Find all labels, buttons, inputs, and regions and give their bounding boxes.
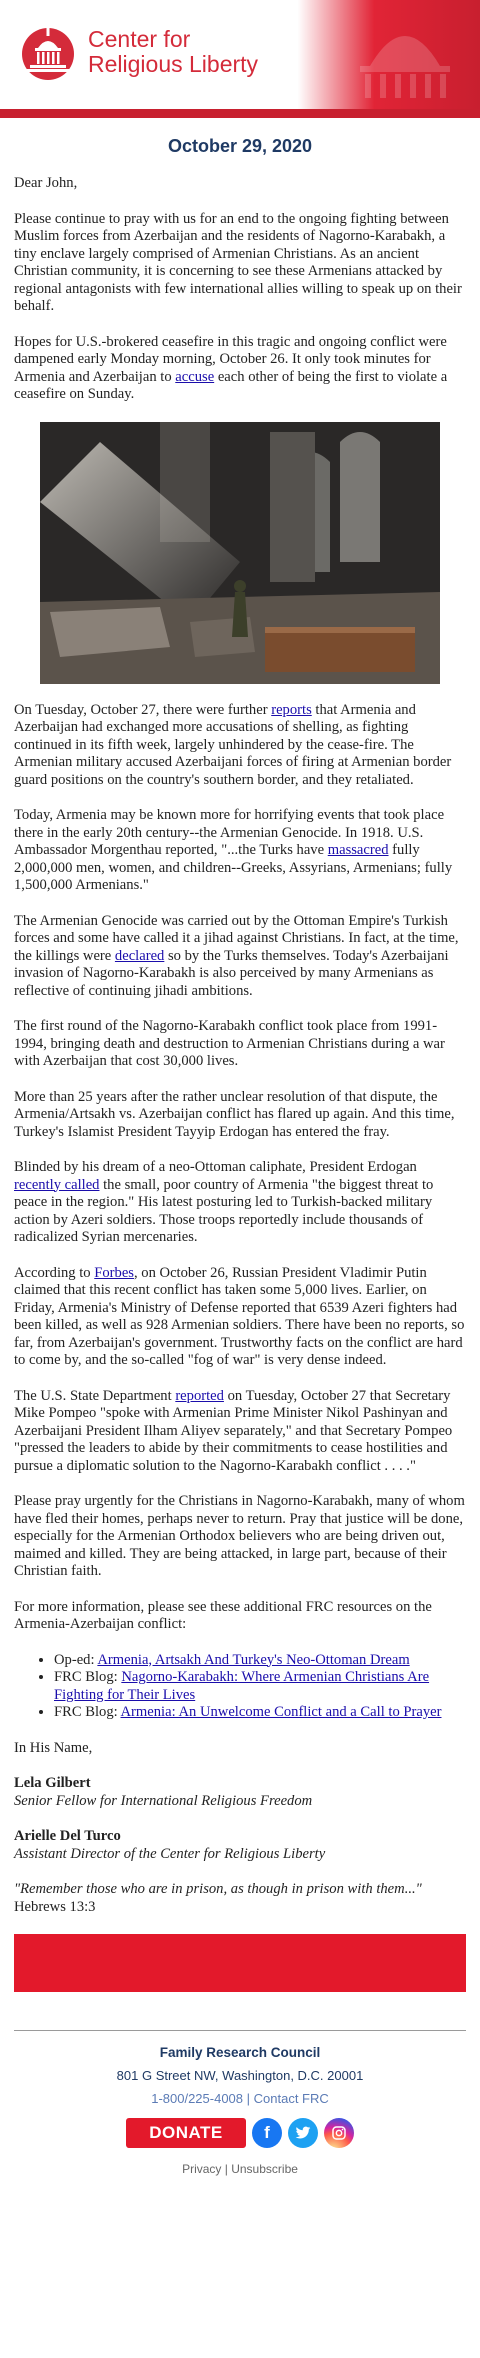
signature-2 bbox=[14, 1828, 466, 1863]
email-header bbox=[0, 0, 480, 118]
signer-title: Senior Fellow for International Religious Freedom bbox=[14, 1792, 313, 1809]
capitol-watermark-icon bbox=[340, 6, 470, 106]
resource-link-blog-2[interactable]: Armenia: An Unwelcome Conflict and a Call to Prayer bbox=[120, 1704, 442, 1720]
footer-links: Privacy | Unsubscribe bbox=[182, 2162, 298, 2176]
declared-link[interactable]: declared bbox=[114, 947, 165, 964]
verse-quote: "Remember those who are in prison, as though in prison with them..." bbox=[14, 1881, 422, 1897]
paragraph-3: On Tuesday, October 27, there were further reports that Armenia and Azerbaijan had exchanged more accusations of shelling, as fighting continued in its fifth week, largely unhindered by the cease-fire. The Armenian military accused Azerbaijani forces of firing at Armenian border guard positions on the country's southern border, and they retaliated. bbox=[14, 701, 452, 788]
paragraph-4: Today, Armenia may be known more for horrifying events that took place there in the early 20th century--the Armenian Genocide. In 1918. U.S. Ambassador Morgenthau reported, "...the Turks have massacred fully 2,000,000 men, women, and children--Greeks, Assyrians, Armenians; fully 1,500,000 Armenians." bbox=[14, 807, 453, 893]
list-item: • FRC Blog: Nagorno-Karabakh: Where Armenian Christians Are Fighting for Their Lives bbox=[54, 1669, 466, 1704]
email-body bbox=[0, 175, 480, 1916]
resource-link-blog-1[interactable]: Nagorno-Karabakh: Where Armenian Christians Are Fighting for Their Lives bbox=[54, 1669, 430, 1703]
signer-name: Arielle Del Turco bbox=[14, 1828, 121, 1844]
paragraph-11: Please pray urgently for the Christians in Nagorno-Karabakh, many of whom have fled their homes, perhaps never to return. Pray that justice will be done, especially for the Armenian Orthodox believers who are being driven out, maimed and killed. They are being attacked, in large part, because of their Christian faith. bbox=[14, 1493, 465, 1579]
footer-org-name: Family Research Council bbox=[159, 2045, 321, 2060]
logo-line-1: Center for bbox=[88, 26, 191, 52]
social-row bbox=[0, 2118, 480, 2148]
footer-divider bbox=[14, 2030, 466, 2031]
paragraph-10: The U.S. State Department reported on Tuesday, October 27 that Secretary Mike Pompeo "spoke with Armenian Prime Minister Nikol Pashinyan and Azerbaijani President Ilham Aliyev separately," and that Secretary Pompeo "pressed the leaders to abide by their commitments to cease hostilities and pursue a diplomatic solution to the Nagorno-Karabakh conflict . . . ." bbox=[14, 1387, 453, 1474]
church-interior-photo bbox=[40, 422, 440, 684]
list-item: • Op-ed: Armenia, Artsakh And Turkey's Neo-Ottoman Dream bbox=[54, 1652, 466, 1670]
contact-frc-link[interactable]: Contact FRC bbox=[253, 2091, 329, 2106]
accuse-link[interactable]: accuse bbox=[175, 368, 215, 385]
forbes-link[interactable]: Forbes bbox=[94, 1264, 134, 1281]
signature-1 bbox=[14, 1775, 466, 1810]
logo-title bbox=[88, 27, 258, 77]
paragraph-2: Hopes for U.S.-brokered ceasefire in this tragic and ongoing conflict were dampened early Monday morning, October 26. It only took minutes for Armenia and Azerbaijan to accuse each other of being the first to violate a ceasefire on Sunday. bbox=[14, 333, 448, 402]
red-banner bbox=[14, 1934, 466, 1992]
paragraph-8: Blinded by his dream of a neo-Ottoman caliphate, President Erdogan recently called the small, poor country of Armenia "the biggest threat to peace in the region." His latest posturing led to Turkish-backed military action by Azeri soldiers. Those troops reportedly include thousands of radicalized Syrian mercenaries. bbox=[14, 1159, 434, 1245]
header-red-stripe bbox=[0, 109, 480, 118]
signer-name: Lela Gilbert bbox=[14, 1775, 91, 1791]
logo-line-2: Religious Liberty bbox=[88, 51, 259, 77]
signer-title: Assistant Director of the Center for Religious Liberty bbox=[14, 1845, 326, 1862]
logo[interactable] bbox=[18, 24, 258, 80]
twitter-icon[interactable] bbox=[288, 2118, 318, 2148]
paragraph-12: For more information, please see these additional FRC resources on the Armenia-Azerbaijan conflict: bbox=[14, 1598, 432, 1632]
privacy-link[interactable]: Privacy bbox=[182, 2162, 222, 2176]
greeting: Dear John, bbox=[14, 175, 78, 191]
resource-list bbox=[14, 1652, 466, 1722]
verse-reference: Hebrews 13:3 bbox=[14, 1898, 96, 1915]
paragraph-5: The Armenian Genocide was carried out by the Ottoman Empire's Turkish forces and some have called it a jihad against Christians. In fact, at the time, the killings were declared so by the Turks themselves. Today's Azerbaijani invasion of Nagorno-Karabakh is also perceived by many Armenians as reflective of continuing jihadi ambitions. bbox=[14, 912, 459, 999]
verse-block bbox=[14, 1881, 466, 1916]
paragraph-7: More than 25 years after the rather unclear resolution of that dispute, the Armenia/Artsakh vs. Azerbaijan conflict has flared up again. And this time, Turkey's Islamist President Tayyip Erdogan has entered the fray. bbox=[14, 1088, 455, 1140]
email-date: October 29, 2020 bbox=[167, 136, 313, 156]
instagram-icon[interactable] bbox=[324, 2118, 354, 2148]
footer-phone[interactable]: 1-800/225-4008 bbox=[151, 2091, 244, 2106]
resource-link-oped[interactable]: Armenia, Artsakh And Turkey's Neo-Ottoman Dream bbox=[97, 1651, 410, 1668]
recently-called-link[interactable]: recently called bbox=[14, 1176, 100, 1193]
unsubscribe-link[interactable]: Unsubscribe bbox=[231, 2162, 298, 2176]
reported-link[interactable]: reported bbox=[175, 1387, 224, 1404]
paragraph-6: The first round of the Nagorno-Karabakh conflict took place from 1991-1994, bringing death and destruction to Armenian Christians during a war with Azerbaijan that cost 30,000 lives. bbox=[14, 1018, 445, 1069]
paragraph-1: Please continue to pray with us for an end to the ongoing fighting between Muslim forces from Azerbaijan and the residents of Nagorno-Karabakh, a tiny enclave largely comprised of Armenian Christians. As an ancient Christian community, it is concerning to see these Armenians attacked by regional antagonists with few international allies willing to speak up on their behalf. bbox=[14, 210, 462, 314]
footer-address: 801 G Street NW, Washington, D.C. 20001 bbox=[116, 2068, 364, 2083]
footer-contact-line: 1-800/225-4008 | Contact FRC bbox=[151, 2091, 329, 2106]
list-item: • FRC Blog: Armenia: An Unwelcome Conflict and a Call to Prayer bbox=[54, 1704, 466, 1722]
reports-link[interactable]: reports bbox=[271, 701, 312, 718]
email-footer bbox=[0, 2045, 480, 2176]
capitol-dome-icon bbox=[18, 24, 78, 80]
massacred-link[interactable]: massacred bbox=[327, 842, 389, 858]
paragraph-9: According to Forbes, on October 26, Russian President Vladimir Putin claimed that this recent conflict has taken some 5,000 lives. Earlier, on Friday, Armenia's Ministry of Defense reported that 6539 Azeri fighters had been killed, as well as 928 Armenian soldiers. There have been no reports, so far, from Azerbaijan's government. Trustworthy facts on the conflict are hard to come by, and the so-called "fog of war" is very dense indeed. bbox=[14, 1264, 465, 1368]
donate-button[interactable]: DONATE bbox=[126, 2118, 246, 2148]
facebook-icon[interactable]: f bbox=[252, 2118, 282, 2148]
closing: In His Name, bbox=[14, 1739, 93, 1756]
